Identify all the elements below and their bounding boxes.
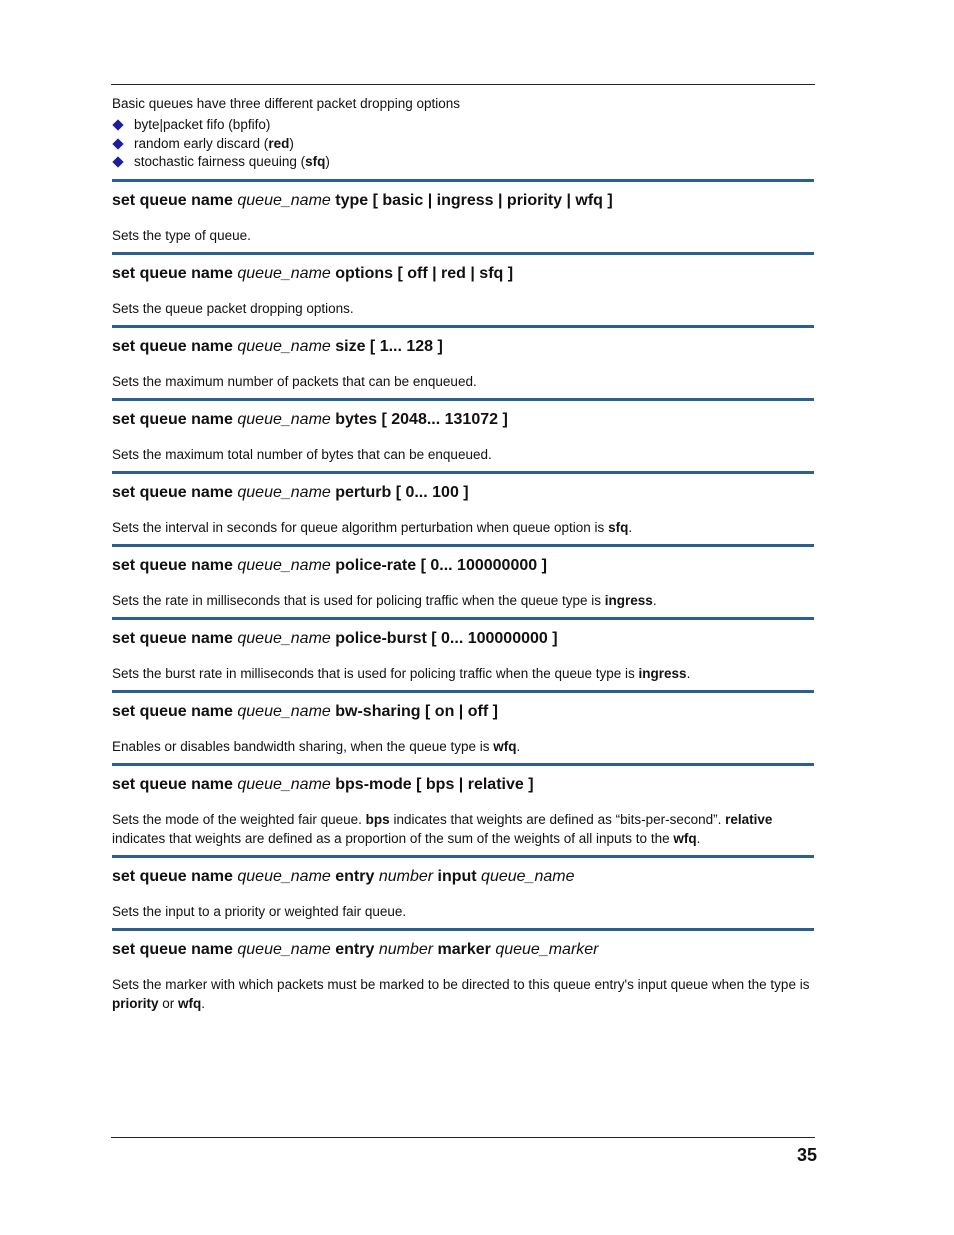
keyword-term: sfq — [608, 519, 629, 535]
keyword-term: ingress — [638, 665, 687, 681]
command-list — [112, 179, 814, 1013]
header-rule — [111, 84, 815, 85]
description-text: Sets the mode of the weighted fair queue. — [112, 811, 366, 827]
command-heading — [112, 483, 814, 503]
command-heading — [112, 264, 814, 284]
command-description — [112, 737, 814, 756]
description-text: or — [158, 995, 179, 1011]
command-description — [112, 591, 814, 610]
command-keyword: set queue name — [112, 556, 238, 574]
description-text: . — [516, 738, 521, 754]
command-heading — [112, 191, 814, 211]
command-parameter: queue_name — [237, 191, 331, 209]
command-keyword: set queue name — [112, 337, 238, 355]
command-description — [112, 372, 814, 391]
description-text: Sets the marker with which packets must be marked to be directed to this queue entry's input queue when the type is — [112, 976, 810, 992]
command-parameter: queue_name — [237, 940, 331, 958]
command-parameter: queue_name — [237, 264, 331, 282]
command-description — [112, 975, 814, 1013]
command-heading — [112, 629, 814, 649]
description-text: . — [686, 665, 691, 681]
description-text: Sets the maximum total number of bytes that can be enqueued. — [112, 446, 492, 462]
keyword-term: ingress — [604, 592, 653, 608]
command-section — [112, 617, 814, 683]
command-section — [112, 855, 814, 921]
list-item: random early discard (red) — [112, 135, 814, 154]
command-keyword: marker — [433, 940, 496, 958]
description-text: Sets the input to a priority or weighted fair queue. — [112, 903, 407, 919]
command-heading — [112, 940, 814, 960]
command-section — [112, 690, 814, 756]
page-number: 35 — [796, 1145, 817, 1165]
keyword-term: wfq — [673, 830, 697, 846]
dropping-options-list — [112, 116, 814, 172]
command-description — [112, 902, 814, 921]
keyword-term: priority — [112, 995, 159, 1011]
keyword-term: wfq — [493, 738, 517, 754]
command-keyword: set queue name — [112, 483, 238, 501]
command-description — [112, 226, 814, 245]
command-keyword: set queue name — [112, 702, 238, 720]
command-section — [112, 544, 814, 610]
diamond-bullet-icon — [112, 138, 123, 149]
command-parameter: queue_name — [237, 702, 331, 720]
command-keyword: set queue name — [112, 867, 238, 885]
description-text: . — [201, 995, 206, 1011]
command-keyword: set queue name — [112, 191, 238, 209]
command-keyword: input — [433, 867, 482, 885]
command-description — [112, 518, 814, 537]
command-keyword: entry — [330, 940, 379, 958]
command-keyword: police-rate [ 0... 100000000 ] — [330, 556, 547, 574]
description-text: indicates that weights are defined as a proportion of the sum of the weights of all inputs to the — [112, 830, 674, 846]
footer-rule — [111, 1137, 815, 1138]
description-text: Sets the type of queue. — [112, 227, 251, 243]
command-description — [112, 664, 814, 683]
command-heading — [112, 775, 814, 795]
description-text: . — [652, 592, 657, 608]
command-parameter: queue_name — [481, 867, 575, 885]
command-heading — [112, 867, 814, 887]
command-section — [112, 928, 814, 1013]
description-text: Sets the queue packet dropping options. — [112, 300, 354, 316]
description-text: . — [628, 519, 633, 535]
diamond-bullet-icon — [112, 156, 123, 167]
command-keyword: bw-sharing [ on | off ] — [330, 702, 498, 720]
command-parameter: queue_name — [237, 556, 331, 574]
description-text: indicates that weights are defined as “bits-per-second”. — [389, 811, 726, 827]
command-section — [112, 252, 814, 318]
list-item: stochastic fairness queuing (sfq) — [112, 153, 814, 172]
command-heading — [112, 556, 814, 576]
command-keyword: set queue name — [112, 264, 238, 282]
command-keyword: size [ 1... 128 ] — [330, 337, 443, 355]
command-description — [112, 810, 814, 848]
command-section — [112, 471, 814, 537]
command-keyword: police-burst [ 0... 100000000 ] — [330, 629, 558, 647]
command-heading — [112, 702, 814, 722]
command-keyword: set queue name — [112, 410, 238, 428]
command-parameter: queue_name — [237, 629, 331, 647]
command-section — [112, 325, 814, 391]
command-description — [112, 299, 814, 318]
command-section — [112, 179, 814, 245]
command-parameter: number — [378, 940, 434, 958]
command-keyword: entry — [330, 867, 379, 885]
command-keyword: set queue name — [112, 775, 238, 793]
description-text: Sets the burst rate in milliseconds that is used for policing traffic when the queue type is — [112, 665, 639, 681]
command-heading — [112, 337, 814, 357]
command-parameter: queue_name — [237, 410, 331, 428]
description-text: Sets the rate in milliseconds that is used for policing traffic when the queue type is — [112, 592, 605, 608]
command-parameter: queue_name — [237, 867, 331, 885]
description-text: Sets the interval in seconds for queue algorithm perturbation when queue option is — [112, 519, 609, 535]
command-keyword: bytes [ 2048... 131072 ] — [330, 410, 508, 428]
page-content — [112, 95, 814, 1013]
description-text: Sets the maximum number of packets that can be enqueued. — [112, 373, 477, 389]
command-section — [112, 763, 814, 848]
description-text: Enables or disables bandwidth sharing, when the queue type is — [112, 738, 494, 754]
intro-text: Basic queues have three different packet dropping options — [112, 96, 460, 111]
command-parameter: number — [378, 867, 434, 885]
command-keyword: perturb [ 0... 100 ] — [330, 483, 469, 501]
keyword-term: relative — [725, 811, 773, 827]
command-keyword: options [ off | red | sfq ] — [330, 264, 514, 282]
command-keyword: type [ basic | ingress | priority | wfq ] — [330, 191, 613, 209]
description-text: . — [696, 830, 701, 846]
command-parameter: queue_name — [237, 483, 331, 501]
command-parameter: queue_marker — [495, 940, 599, 958]
keyword-term: wfq — [178, 995, 202, 1011]
command-heading — [112, 410, 814, 430]
command-section — [112, 398, 814, 464]
command-parameter: queue_name — [237, 775, 331, 793]
command-keyword: set queue name — [112, 629, 238, 647]
command-keyword: bps-mode [ bps | relative ] — [330, 775, 534, 793]
command-keyword: set queue name — [112, 940, 238, 958]
keyword-term: bps — [365, 811, 390, 827]
diamond-bullet-icon — [112, 119, 123, 130]
command-description — [112, 445, 814, 464]
list-item: byte|packet fifo (bpfifo) — [112, 116, 814, 135]
command-parameter: queue_name — [237, 337, 331, 355]
